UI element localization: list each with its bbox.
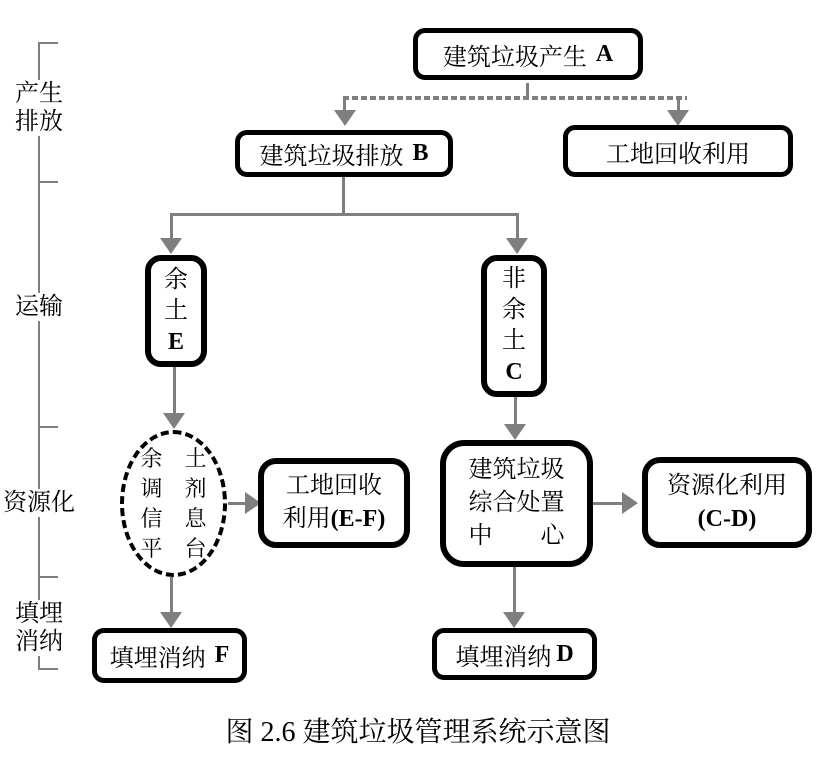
- stage-label-line: 资源化: [3, 490, 75, 516]
- node-label: 利用: [282, 506, 331, 532]
- node-label: 工地回收利用: [606, 141, 750, 168]
- stage-label-transport: [6, 293, 72, 321]
- connector-platform-to-f: [170, 577, 173, 613]
- node-resource-use-cd: [642, 457, 812, 548]
- stage-label-generation-discharge: [6, 80, 72, 136]
- node-landfill-d: [432, 628, 597, 680]
- connector-center-to-d: [513, 567, 516, 613]
- arrowhead-into-c: [506, 238, 528, 254]
- node-label-row: 建筑垃圾: [468, 457, 565, 483]
- figure-caption: 图 2.6 建筑垃圾管理系统示意图: [225, 717, 611, 748]
- node-code: B: [412, 140, 429, 166]
- stage-label-line: 产生: [15, 81, 63, 107]
- stage-label-landfill: [6, 600, 72, 656]
- node-label-row: 中 心: [468, 523, 565, 549]
- node-label-row: [283, 503, 386, 536]
- node-landfill-f: [92, 628, 247, 683]
- node-label-row: 综合处置: [468, 490, 565, 516]
- node-soil-exchange-platform: [120, 430, 227, 577]
- node-site-recycle: [563, 125, 793, 177]
- node-code: (E-F): [330, 506, 386, 532]
- node-code: C: [505, 359, 523, 385]
- stage-label-line: 消纳: [15, 629, 63, 655]
- node-label: 填埋消纳: [109, 646, 206, 672]
- connector-c-stem: [516, 213, 519, 239]
- stage-label-line: 排放: [15, 109, 63, 135]
- node-label: 建筑垃圾排放: [259, 144, 404, 170]
- node-label-row: 平 台: [140, 535, 207, 561]
- connector-e-stem: [170, 213, 173, 239]
- stage-label-line: 填埋: [15, 601, 63, 627]
- arrowhead-into-e: [160, 238, 182, 254]
- arrowhead-into-b: [334, 110, 356, 126]
- stage-label-recycling: [1, 489, 77, 517]
- connector-row2-hline: [171, 213, 518, 216]
- node-label: 建筑垃圾产生: [442, 44, 587, 71]
- node-code: A: [595, 40, 614, 67]
- node-code: F: [214, 642, 230, 668]
- node-label: 填埋消纳: [455, 644, 552, 671]
- node-waste-discharge-b: [235, 130, 453, 177]
- arrowhead-into-d: [503, 612, 525, 628]
- arrowhead-into-center: [504, 424, 526, 440]
- arrowhead-into-f: [160, 612, 182, 628]
- node-site-recycle-ef: [258, 458, 410, 548]
- node-label-row: 资源化利用: [667, 472, 787, 499]
- stage-bracket-tick-top: [38, 42, 58, 44]
- node-non-surplus-soil-c: [481, 255, 547, 397]
- node-label-char: 土: [502, 328, 526, 354]
- node-waste-generation-a: [413, 28, 643, 80]
- node-label-row: 余 土: [140, 445, 207, 471]
- node-label-char: 非: [502, 266, 526, 292]
- node-label-char: 余: [502, 297, 526, 323]
- node-label-char: 土: [164, 297, 188, 324]
- arrowhead-into-cd: [622, 492, 638, 514]
- arrowhead-into-platform: [163, 413, 185, 429]
- node-label-char: 余: [164, 266, 188, 293]
- connector-b-bottom-stem: [342, 177, 345, 216]
- node-code: D: [556, 640, 574, 667]
- stage-bracket-tick-3: [38, 576, 58, 578]
- node-label-row: 信 息: [140, 505, 207, 531]
- node-surplus-soil-e: [145, 255, 207, 367]
- connector-e-to-platform: [173, 367, 176, 414]
- node-code: (C-D): [697, 505, 757, 532]
- stage-bracket-tick-bottom: [38, 668, 58, 670]
- stage-bracket-tick-1: [38, 181, 58, 183]
- connector-c-to-center: [514, 397, 517, 425]
- connector-center-to-cd: [593, 502, 623, 505]
- node-treatment-center: [440, 440, 593, 567]
- arrowhead-into-site: [667, 110, 689, 126]
- node-code: E: [167, 328, 184, 355]
- node-label-row: 工地回收: [286, 473, 382, 499]
- stage-label-line: 运输: [15, 294, 63, 320]
- node-label-row: 调 剂: [140, 475, 207, 501]
- stage-bracket-tick-2: [38, 426, 58, 428]
- connector-row1-hline: [343, 96, 687, 100]
